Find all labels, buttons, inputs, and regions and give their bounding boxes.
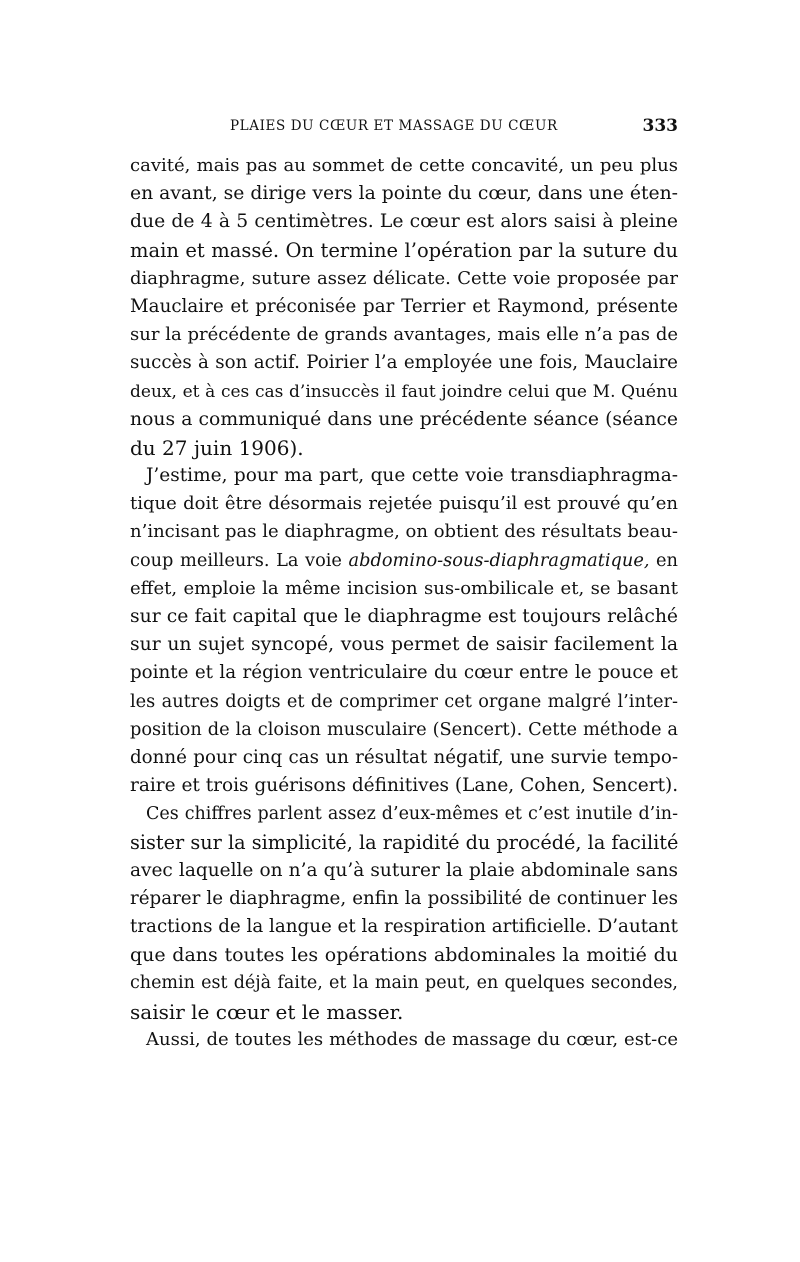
text-line: que dans toutes les opérations abdominales la moitié du [130, 944, 678, 967]
text-line: tractions de la langue et la respiration artificielle. D’autant [130, 916, 678, 938]
text-line: pointe et la région ventriculaire du cœur entre le pouce et [130, 662, 678, 684]
text-line: réparer le diaphragme, enfin la possibilité de continuer les [130, 887, 678, 909]
running-header [130, 118, 678, 140]
text-line: Ces chiffres parlent assez d’eux-mêmes et c’est inutile d’in- [146, 804, 678, 825]
text-line: effet, emploie la même incision sus-ombilicale et, se basant [130, 577, 678, 599]
body-text [130, 152, 678, 1054]
text-line: saisir le cœur et le masser. [130, 999, 404, 1024]
text-line: J’estime, pour ma part, que cette voie transdiaphragma- [146, 465, 678, 487]
paragraph-1 [130, 152, 678, 462]
text-line: les autres doigts et de comprimer cet organe malgré l’inter- [130, 691, 678, 712]
text-line: sur ce fait capital que le diaphragme est toujours relâché [130, 606, 678, 627]
text-line: Aussi, de toutes les méthodes de massage du cœur, est-ce [146, 1028, 678, 1050]
italic-phrase: abdomino-sous-diaphragmatique, [348, 550, 650, 571]
paragraph-3 [130, 800, 678, 1026]
text-line: cavité, mais pas au sommet de cette concavité, un peu plus [130, 155, 678, 176]
paragraph-4 [130, 1026, 678, 1054]
text-line: raire et trois guérisons définitives (Lane, Cohen, Sencert). [130, 775, 678, 797]
text-line: du 27 juin 1906). [130, 435, 304, 460]
text-line: succès à son actif. Poirier l’a employée une fois, Mauclaire [130, 352, 678, 374]
text-fragment: en [649, 550, 678, 571]
text-line: main et massé. On termine l’opération par la suture du [130, 238, 678, 262]
text-fragment: coup meilleurs. La voie [130, 550, 349, 571]
text-line: diaphragme, suture assez délicate. Cette voie proposée par [130, 267, 678, 289]
page-number: 333 [642, 116, 678, 136]
text-line: avec laquelle on n’a qu’à suturer la plaie abdominale sans [130, 859, 678, 881]
text-line: chemin est déjà faite, et la main peut, en quelques secondes, [130, 973, 678, 994]
running-title: PLAIES DU CŒUR ET MASSAGE DU CŒUR [230, 118, 558, 134]
paragraph-2 [130, 462, 678, 800]
text-line: en avant, se dirige vers la pointe du cœur, dans une éten- [130, 183, 678, 205]
text-line: nous a communiqué dans une précédente séance (séance [130, 408, 678, 430]
text-line: position de la cloison musculaire (Sencert). Cette méthode a [130, 719, 678, 740]
text-line: n’incisant pas le diaphragme, on obtient des résultats beau- [130, 521, 678, 543]
text-line: Mauclaire et préconisée par Terrier et Raymond, présente [130, 295, 678, 317]
text-line: sur un sujet syncopé, vous permet de saisir facilement la [130, 634, 678, 656]
text-line: due de 4 à 5 centimètres. Le cœur est alors saisi à pleine [130, 211, 678, 233]
text-line: sister sur la simplicité, la rapidité du procédé, la facilité [130, 830, 678, 854]
text-line: sur la précédente de grands avantages, mais elle n’a pas de [130, 324, 678, 346]
text-line: deux, et à ces cas d’insuccès il faut joindre celui que M. Quénu [130, 381, 678, 402]
text-line-with-italic [130, 547, 678, 575]
text-line: donné pour cinq cas un résultat négatif, une survie tempo- [130, 746, 678, 768]
text-line: tique doit être désormais rejetée puisqu’il est prouvé qu’en [130, 493, 678, 515]
